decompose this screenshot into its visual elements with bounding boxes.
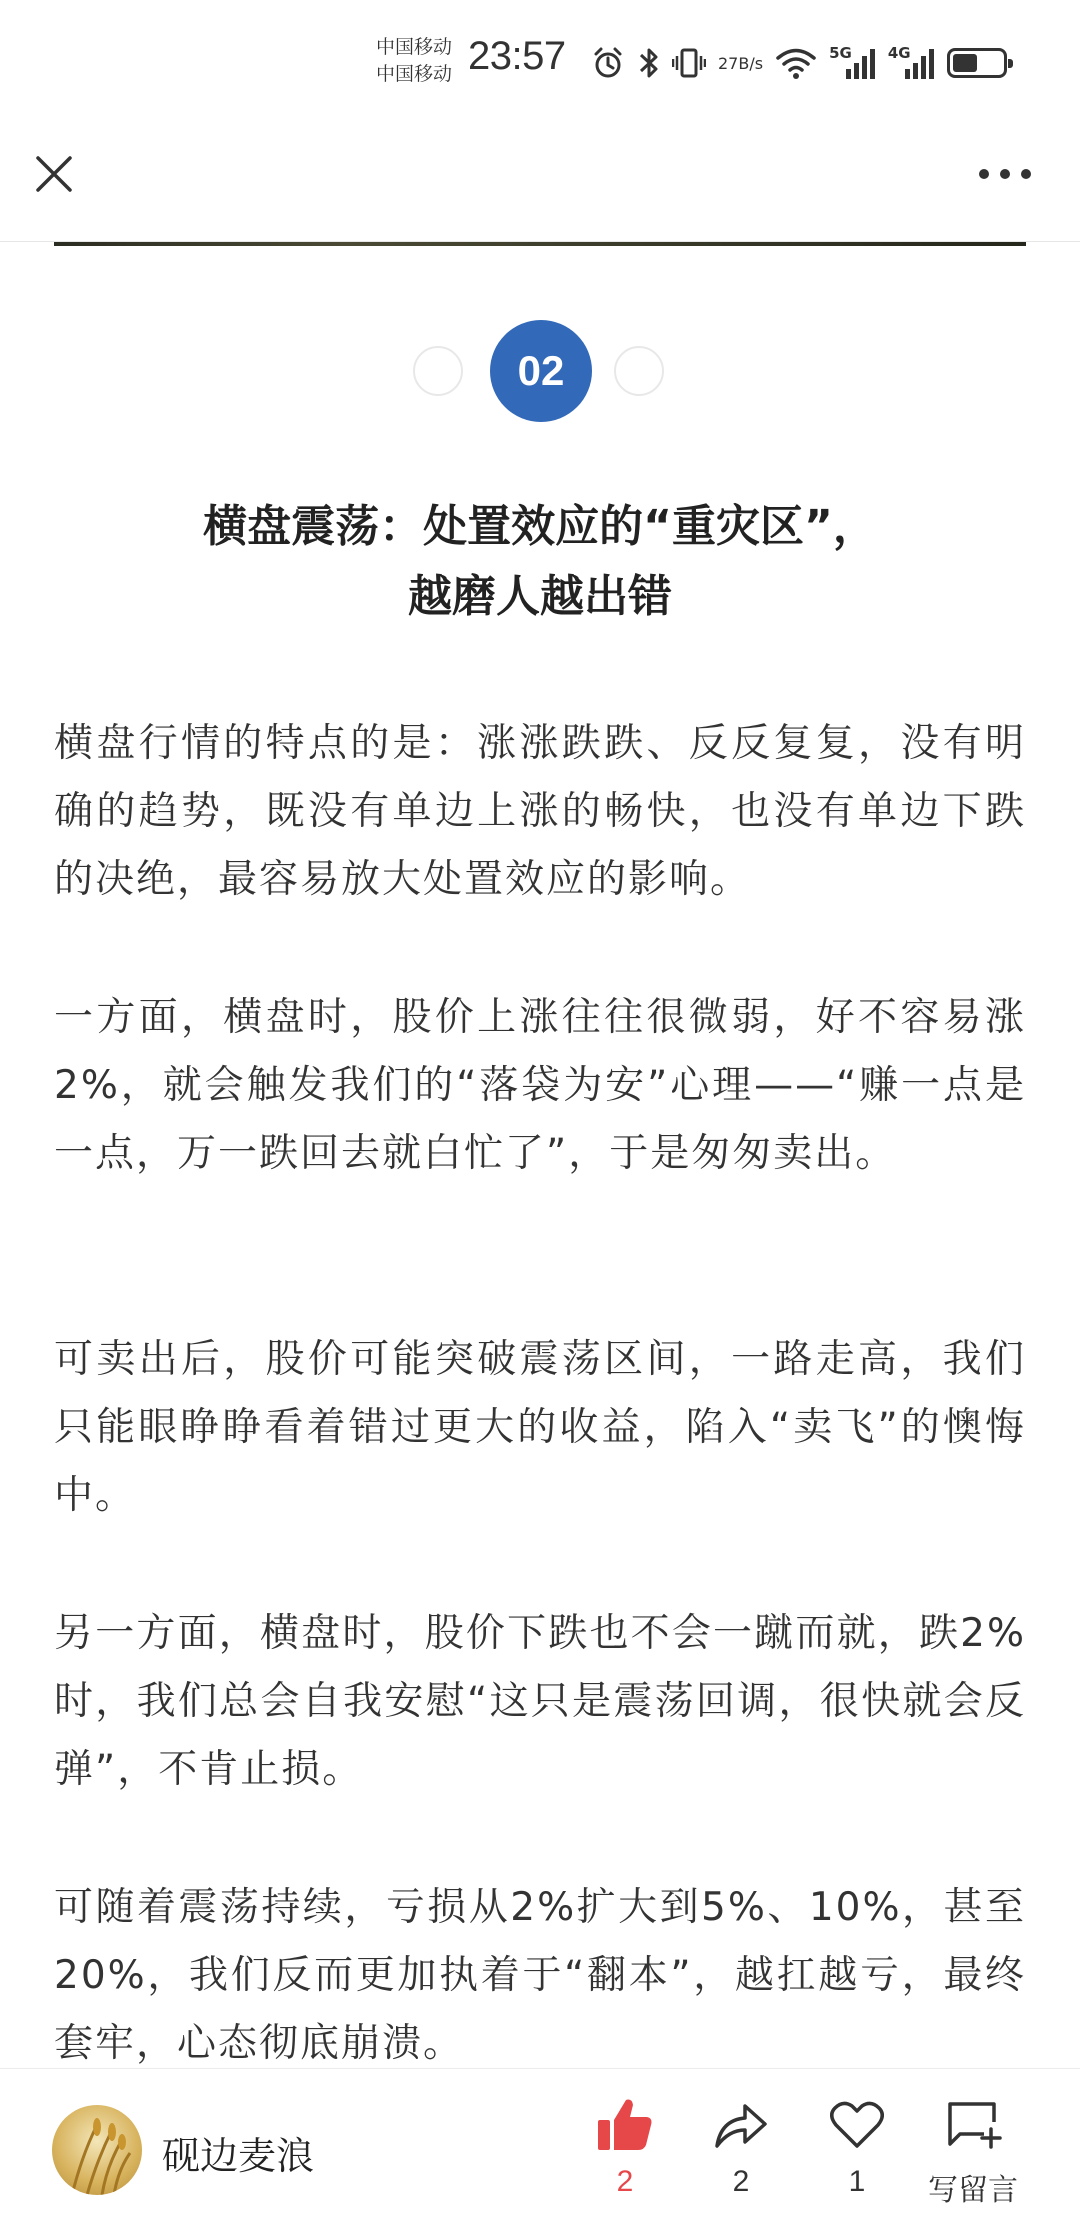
clock: 23:57 xyxy=(468,34,566,78)
headline-line-2: 越磨人越出错 xyxy=(408,571,672,622)
article-image-bottom-edge xyxy=(54,242,1026,246)
author-avatar[interactable] xyxy=(52,2105,142,2195)
thumbs-up-icon xyxy=(596,2098,654,2152)
bottom-action-bar xyxy=(0,2068,1080,2228)
status-bar xyxy=(0,0,1080,120)
alarm-icon xyxy=(590,45,626,81)
signal-5g xyxy=(829,44,876,79)
signal-5g-label: 5G xyxy=(829,44,852,62)
paragraph-5: 可随着震荡持续，亏损从2%扩大到5%、10%，甚至20%，我们反而更加执着于“翻本”，越扛越亏，最终套牢，心态彻底崩溃。 xyxy=(54,1885,1026,2066)
section-headline xyxy=(54,492,1026,632)
like-button[interactable] xyxy=(570,2095,680,2215)
bluetooth-icon xyxy=(638,45,660,81)
status-icons xyxy=(590,40,1030,86)
share-icon xyxy=(713,2100,769,2150)
write-comment-label: 写留言 xyxy=(928,2174,1018,2207)
headline-line-1: 横盘震荡：处置效应的“重灾区”， xyxy=(203,501,877,552)
vibrate-icon xyxy=(672,45,706,81)
section-step-indicator xyxy=(0,320,1080,424)
share-count: 2 xyxy=(732,2165,750,2198)
close-button[interactable] xyxy=(30,150,78,198)
carrier-1: 中国移动 xyxy=(376,36,453,58)
close-icon xyxy=(34,154,74,194)
paragraph-1: 横盘行情的特点的是：涨涨跌跌、反反复复，没有明确的趋势，既没有单边上涨的畅快，也没有单边下跌的决绝，最容易放大处置效应的影响。 xyxy=(54,721,1026,902)
wifi-icon xyxy=(775,46,817,80)
carrier-2: 中国移动 xyxy=(376,63,453,85)
favorite-count: 1 xyxy=(848,2165,866,2198)
paragraph-4: 另一方面，横盘时，股价下跌也不会一蹴而就，跌2%时，我们总会自我安慰“这只是震荡回调，很快就会反弹”，不肯止损。 xyxy=(54,1611,1026,1792)
battery-icon xyxy=(947,48,1007,78)
favorite-button[interactable] xyxy=(802,2095,912,2215)
signal-4g-label: 4G xyxy=(887,44,911,62)
top-nav-bar xyxy=(0,120,1080,242)
paragraph-3: 可卖出后，股价可能突破震荡区间，一路走高，我们只能眼睁睁看着错过更大的收益，陷入“卖飞”的懊悔中。 xyxy=(54,1337,1026,1518)
step-dot-next xyxy=(614,346,664,396)
network-speed xyxy=(718,55,763,72)
network-speed-value: 27 xyxy=(718,53,739,73)
article-content xyxy=(0,242,1080,2068)
paragraph-2: 一方面，横盘时，股价上涨往往很微弱，好不容易涨2%，就会触发我们的“落袋为安”心理——“赚一点是一点，万一跌回去就白忙了”，于是匆匆卖出。 xyxy=(54,995,1026,1176)
write-comment-button[interactable] xyxy=(918,2095,1028,2215)
step-dot-previous xyxy=(413,346,463,396)
carrier-labels xyxy=(376,34,452,88)
more-options-button[interactable] xyxy=(975,154,1035,194)
network-speed-unit: B/s xyxy=(738,53,764,73)
step-badge: 02 xyxy=(490,320,592,422)
more-icon xyxy=(978,168,1032,180)
heart-icon xyxy=(830,2101,884,2149)
share-button[interactable] xyxy=(686,2095,796,2215)
comment-add-icon xyxy=(944,2100,1002,2150)
like-count: 2 xyxy=(616,2165,634,2198)
signal-4g xyxy=(887,44,935,79)
author-name[interactable]: 砚边麦浪 xyxy=(162,2134,315,2178)
